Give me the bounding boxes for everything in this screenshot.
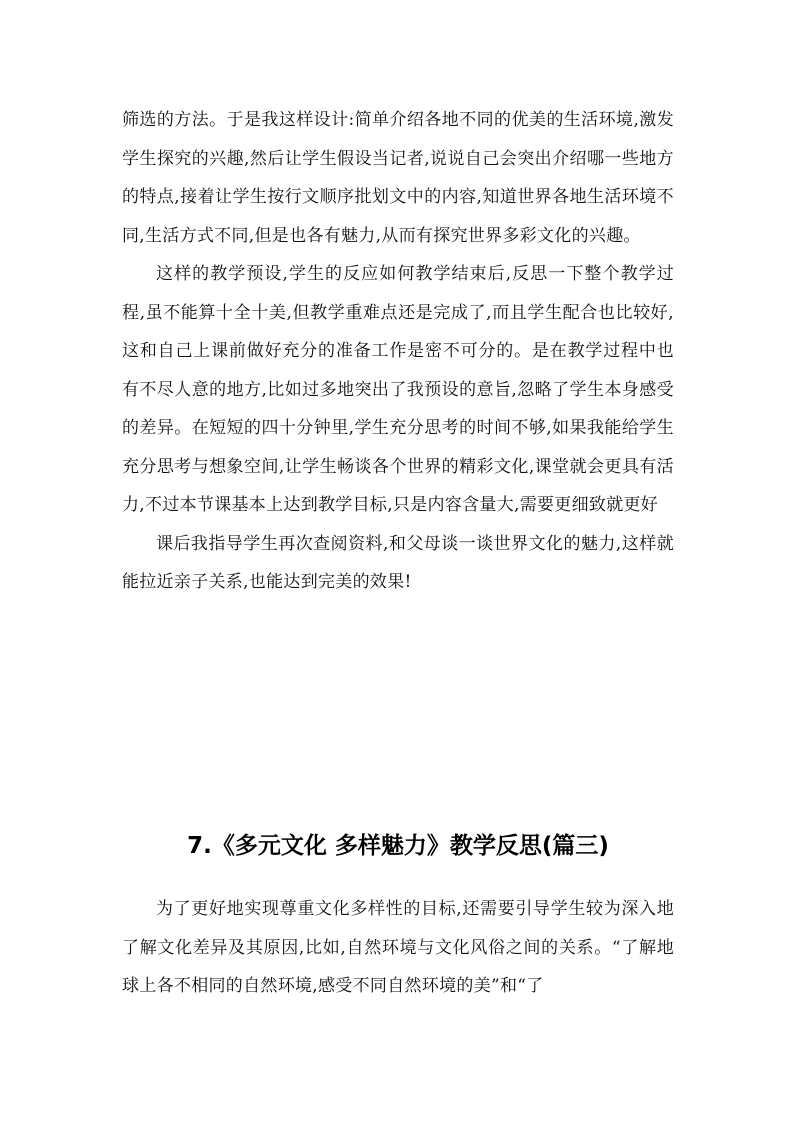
paragraph-reflection: 这样的教学预设,学生的反应如何教学结束后,反思一下整个教学过程,虽不能算十全十美,但教学重难点还是完成了,而且学生配合也比较好,这和自己上课前做好充分的准备工作是密不可分的。是在教学过程中也有不尽人意的地方,比如过多地突出了我预设的意旨,忽略了学生本身感受的差异。在短短的四十分钟里,学生充分思考的时间不够,如果我能给学生充分思考与想象空间,让学生畅谈各个世界的精彩文化,课堂就会更具有活力,不过本节课基本上达到教学目标,只是内容含量大,需要更细致就更好 xyxy=(122,264,674,515)
paragraph-intro: 为了更好地实现尊重文化多样性的目标,还需要引导学生较为深入地了解文化差异及其原因,比如,自然环境与文化风俗之间的关系。“了解地球上各不相同的自然环境,感受不同自然环境的美”和“了 xyxy=(122,899,674,996)
section-2-title: 7.《多元文化 多样魅力》教学反思(篇三) xyxy=(187,833,609,859)
paragraph-continued: 筛选的方法。于是我这样设计:简单介绍各地不同的优美的生活环境,激发学生探究的兴趣,然后让学生假设当记者,说说自己会突出介绍哪一些地方的特点,接着让学生按行文顺序批划文中的内容,知道世界各地生活环境不同,生活方式不同,但是也各有魅力,从而有探究世界多彩文化的兴趣。 xyxy=(122,110,674,246)
paragraph-after-class: 课后我指导学生再次查阅资料,和父母谈一谈世界文化的魅力,这样就能拉近亲子关系,也能达到完美的效果! xyxy=(122,533,674,592)
section-1-body xyxy=(122,101,674,602)
section-2-body xyxy=(122,890,674,1006)
